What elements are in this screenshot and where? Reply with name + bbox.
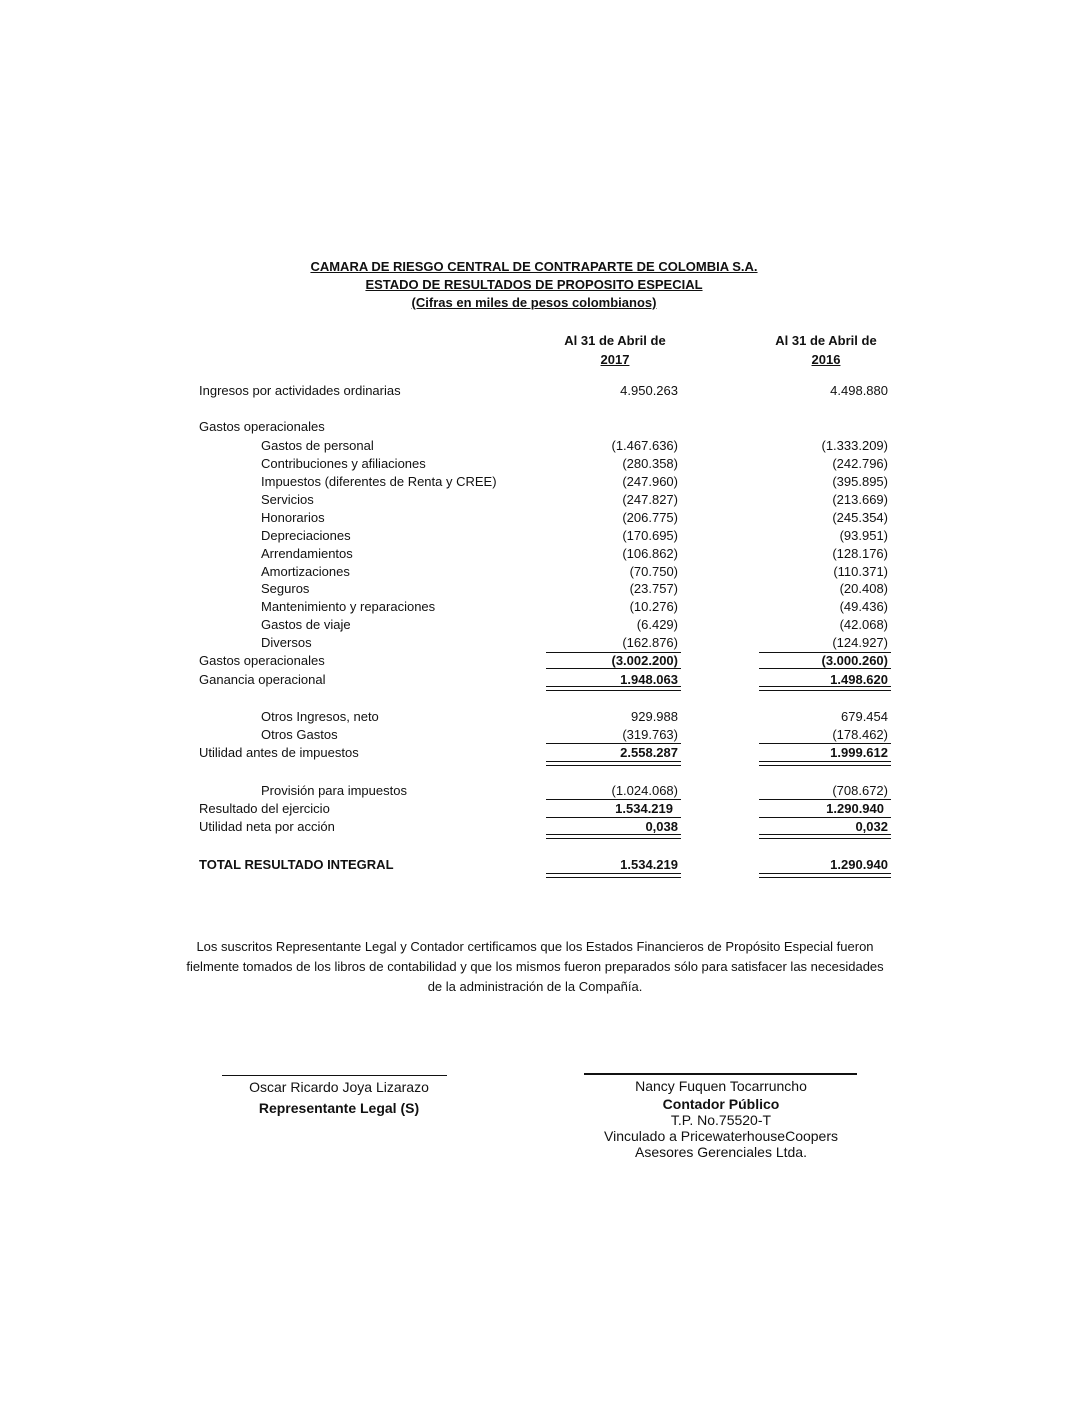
- value-2017: (280.358): [622, 456, 678, 471]
- row-label: Resultado del ejercicio: [199, 801, 330, 816]
- value-2016: 1.498.620: [830, 672, 888, 687]
- row-label: Mantenimiento y reparaciones: [261, 599, 436, 614]
- table-row-subtotal: [0, 653, 1088, 671]
- double-rule-2016: [759, 834, 891, 839]
- table-row-subtotal: [0, 819, 1088, 837]
- row-label: Contribuciones y afiliaciones: [261, 456, 426, 471]
- column-label: Al 31 de Abril de: [564, 333, 666, 348]
- value-2017: 1.534.219: [615, 801, 673, 816]
- company-name: CAMARA DE RIESGO CENTRAL DE CONTRAPARTE DE COLOMBIA S.A.: [310, 259, 758, 274]
- value-2017: 2.558.287: [620, 745, 678, 760]
- signature-right: [571, 1078, 871, 1160]
- row-label: Gastos operacionales: [199, 653, 325, 668]
- value-2016: (178.462): [832, 727, 888, 742]
- table-row: [0, 419, 1088, 437]
- table-row: [0, 783, 1088, 801]
- value-2017: 0,038: [645, 819, 678, 834]
- row-label: Seguros: [261, 581, 310, 596]
- value-2017: 929.988: [631, 709, 678, 724]
- value-2017: 1.948.063: [620, 672, 678, 687]
- double-rule-2017: [546, 686, 681, 691]
- table-row: [0, 617, 1088, 635]
- value-2017: (206.775): [622, 510, 678, 525]
- value-2017: (247.960): [622, 474, 678, 489]
- row-label: Otros Ingresos, neto: [261, 709, 379, 724]
- row-label: Gastos operacionales: [199, 419, 325, 434]
- value-2017: (1.467.636): [611, 438, 678, 453]
- rule-subtotal-2017: [546, 817, 681, 818]
- row-label: Ganancia operacional: [199, 672, 326, 687]
- row-label: Ingresos por actividades ordinarias: [199, 383, 401, 398]
- signer-title: Contador Público: [662, 1096, 780, 1112]
- value-2016: 0,032: [855, 819, 888, 834]
- value-2016: 1.999.612: [830, 745, 888, 760]
- value-2016: (42.068): [839, 617, 888, 632]
- rule-subtotal-2017: [546, 799, 681, 800]
- row-label: Diversos: [261, 635, 312, 650]
- rule-subtotal-2017: [546, 668, 681, 669]
- value-2016: (245.354): [832, 510, 888, 525]
- value-2016: 1.290.940: [830, 857, 888, 872]
- column-year: 2017: [600, 352, 630, 367]
- table-row: [0, 456, 1088, 474]
- signature-left: [189, 1079, 489, 1117]
- row-label: Utilidad antes de impuestos: [199, 745, 359, 760]
- table-row: [0, 727, 1088, 745]
- table-row: [0, 709, 1088, 727]
- double-rule-2017: [546, 834, 681, 839]
- value-2016: (124.927): [832, 635, 888, 650]
- table-row-subtotal: [0, 672, 1088, 690]
- row-label: Amortizaciones: [261, 564, 350, 579]
- statement-title: ESTADO DE RESULTADOS DE PROPOSITO ESPECIAL: [365, 277, 703, 292]
- value-2017: (23.757): [629, 581, 678, 596]
- table-row: [0, 546, 1088, 564]
- signer-affiliation: Asesores Gerenciales Ltda.: [635, 1144, 807, 1160]
- value-2017: (70.750): [629, 564, 678, 579]
- column-header-2016: [746, 331, 906, 369]
- rule-subtotal-2016: [759, 652, 891, 653]
- double-rule-2016: [759, 873, 891, 878]
- value-2016: (3.000.260): [821, 653, 888, 668]
- value-2016: (1.333.209): [821, 438, 888, 453]
- table-row-subtotal: [0, 745, 1088, 763]
- table-row: [0, 564, 1088, 582]
- row-label: Otros Gastos: [261, 727, 338, 742]
- value-2016: (213.669): [832, 492, 888, 507]
- value-2017: (1.024.068): [611, 783, 678, 798]
- signer-name: Oscar Ricardo Joya Lizarazo: [249, 1079, 429, 1095]
- rule-subtotal-2017: [546, 652, 681, 653]
- row-label: TOTAL RESULTADO INTEGRAL: [199, 857, 394, 872]
- value-2016: (20.408): [839, 581, 888, 596]
- signer-affiliation: Vinculado a PricewaterhouseCoopers: [604, 1128, 838, 1144]
- signature-line-right: [584, 1073, 857, 1075]
- value-2016: (93.951): [839, 528, 888, 543]
- row-label: Provisión para impuestos: [261, 783, 407, 798]
- value-2017: (247.827): [622, 492, 678, 507]
- signer-license: T.P. No.75520-T: [670, 1112, 772, 1128]
- row-label: Depreciaciones: [261, 528, 351, 543]
- table-row: [0, 474, 1088, 492]
- table-row: [0, 581, 1088, 599]
- value-2016: (242.796): [832, 456, 888, 471]
- table-row: [0, 599, 1088, 617]
- table-row-subtotal: [0, 801, 1088, 819]
- table-row: [0, 438, 1088, 456]
- double-rule-2017: [546, 761, 681, 766]
- double-rule-2017: [546, 873, 681, 878]
- row-label: Gastos de personal: [261, 438, 374, 453]
- value-2017: (6.429): [636, 617, 678, 632]
- row-label: Gastos de viaje: [261, 617, 351, 632]
- row-label: Utilidad neta por acción: [199, 819, 335, 834]
- signature-line-left: [222, 1075, 447, 1076]
- value-2017: (170.695): [622, 528, 678, 543]
- value-2017: (10.276): [629, 599, 678, 614]
- value-2017: 4.950.263: [620, 383, 678, 398]
- table-row: [0, 510, 1088, 528]
- value-2016: 679.454: [841, 709, 888, 724]
- rule-subtotal-2016: [759, 743, 891, 744]
- column-label: Al 31 de Abril de: [775, 333, 877, 348]
- units-note: (Cifras en miles de pesos colombianos): [411, 295, 657, 310]
- double-rule-2016: [759, 686, 891, 691]
- column-header-2017: [535, 331, 695, 369]
- row-label: Servicios: [261, 492, 314, 507]
- value-2016: (110.371): [833, 564, 888, 579]
- table-row: [0, 383, 1088, 401]
- signer-title: Representante Legal (S): [258, 1100, 420, 1116]
- rule-subtotal-2017: [546, 743, 681, 744]
- signer-name: Nancy Fuquen Tocarruncho: [635, 1078, 807, 1094]
- value-2017: 1.534.219: [620, 857, 678, 872]
- value-2017: (162.876): [622, 635, 678, 650]
- rule-subtotal-2016: [759, 668, 891, 669]
- value-2016: (395.895): [832, 474, 888, 489]
- rule-subtotal-2016: [759, 817, 891, 818]
- table-row: [0, 528, 1088, 546]
- value-2016: (708.672): [832, 783, 888, 798]
- value-2016: 4.498.880: [830, 383, 888, 398]
- value-2017: (106.862): [622, 546, 678, 561]
- row-label: Arrendamientos: [261, 546, 353, 561]
- double-rule-2016: [759, 761, 891, 766]
- value-2016: (128.176): [832, 546, 888, 561]
- row-label: Honorarios: [261, 510, 325, 525]
- table-row: [0, 492, 1088, 510]
- value-2017: (3.002.200): [611, 653, 678, 668]
- table-row: [0, 635, 1088, 653]
- rule-subtotal-2016: [759, 799, 891, 800]
- row-label: Impuestos (diferentes de Renta y CREE): [261, 474, 497, 489]
- value-2016: 1.290.940: [826, 801, 884, 816]
- certification-text: Los suscritos Representante Legal y Contador certificamos que los Estados Financieros de Propósito Especial fueron fielmente tomados de los libros de contabilidad y que los mismos fueron preparados sólo para satisfacer las necesidades de la administración de la Compañía.: [186, 939, 884, 994]
- table-row-total: [0, 857, 1088, 875]
- value-2016: (49.436): [839, 599, 888, 614]
- value-2017: (319.763): [622, 727, 678, 742]
- column-year: 2016: [811, 352, 841, 367]
